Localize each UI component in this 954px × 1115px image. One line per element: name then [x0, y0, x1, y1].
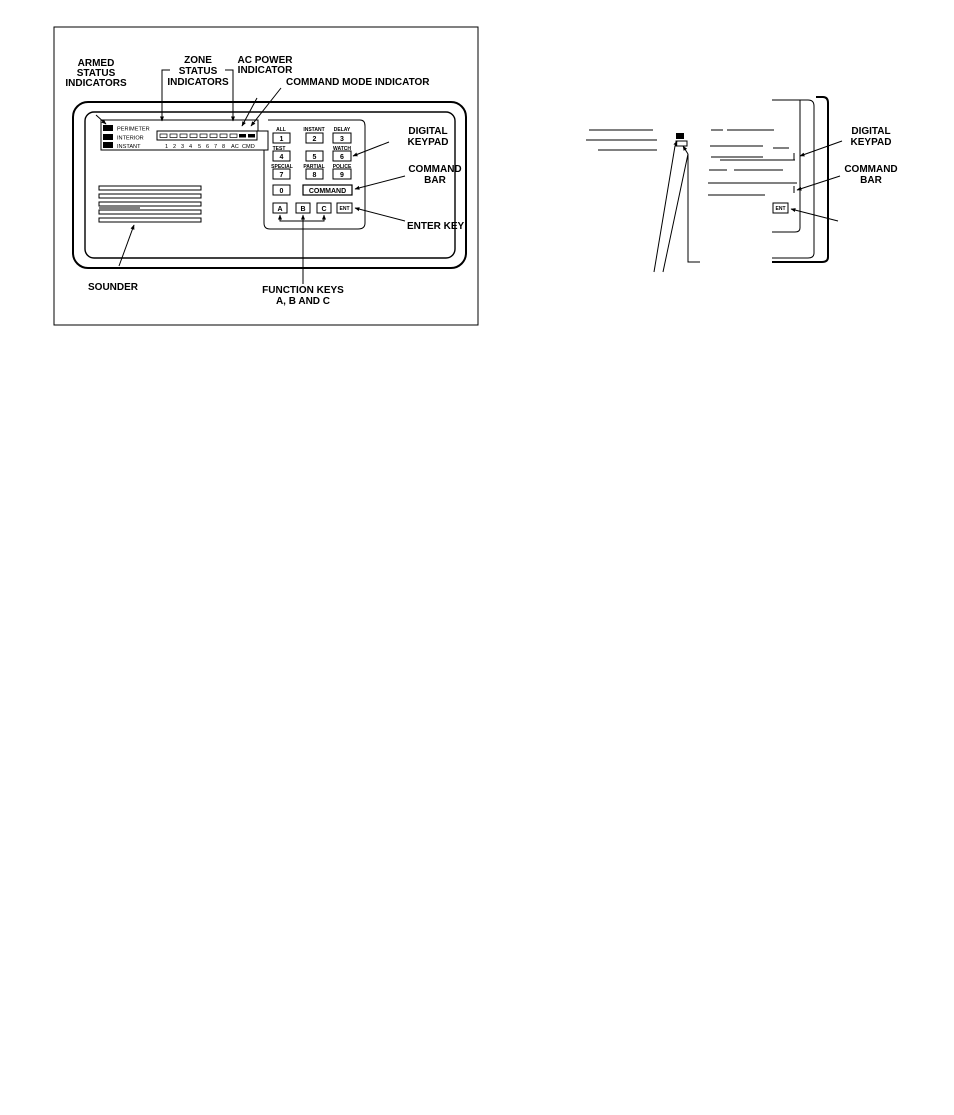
svg-text:INDICATORS: INDICATORS — [65, 78, 127, 89]
instant-led — [103, 142, 113, 148]
svg-text:CMD: CMD — [242, 144, 255, 150]
svg-text:ZONE: ZONE — [184, 55, 212, 66]
svg-text:DIGITAL: DIGITAL — [408, 126, 448, 137]
svg-text:PARTIAL: PARTIAL — [303, 164, 325, 170]
svg-text:6: 6 — [340, 154, 344, 161]
svg-text:KEYPAD: KEYPAD — [850, 137, 892, 148]
svg-text:4: 4 — [279, 154, 284, 161]
svg-text:TEST: TEST — [272, 146, 286, 152]
svg-text:POLICE: POLICE — [332, 164, 352, 170]
svg-text:2: 2 — [173, 144, 177, 150]
perimeter-led — [103, 125, 113, 131]
sounder-grill — [99, 186, 201, 222]
svg-text:WATCH: WATCH — [333, 146, 351, 152]
svg-text:INDICATOR: INDICATOR — [237, 65, 293, 76]
svg-text:COMMAND: COMMAND — [844, 164, 898, 175]
status-row-interior: INTERIOR — [117, 135, 144, 142]
svg-text:ENT: ENT — [775, 206, 786, 212]
svg-text:C: C — [321, 206, 327, 213]
svg-text:A: A — [277, 206, 283, 213]
leader-lines — [96, 70, 405, 266]
zone-indicator-cells — [160, 134, 255, 138]
svg-text:1: 1 — [279, 136, 284, 143]
svg-text:COMMAND: COMMAND — [408, 164, 462, 175]
svg-text:ALL: ALL — [276, 127, 286, 133]
status-row-perimeter: PERIMETER — [117, 126, 150, 133]
svg-text:AC POWER: AC POWER — [237, 55, 293, 66]
keypad-inner-body — [85, 112, 455, 258]
svg-text:INDICATORS: INDICATORS — [167, 77, 229, 88]
svg-text:KEYPAD: KEYPAD — [407, 137, 449, 148]
svg-text:BAR: BAR — [424, 175, 446, 186]
callout-ac-power — [238, 55, 294, 76]
svg-text:SPECIAL: SPECIAL — [271, 164, 293, 170]
svg-text:5: 5 — [312, 154, 317, 161]
svg-text:1: 1 — [165, 144, 169, 150]
svg-text:STATUS: STATUS — [178, 66, 218, 77]
svg-text:2: 2 — [312, 136, 317, 143]
callout-enter-key: ENTER KEY — [407, 221, 465, 232]
function-keys-bracket — [280, 215, 324, 284]
callout-digital-keypad — [408, 126, 449, 148]
svg-text:3: 3 — [340, 136, 344, 143]
command-bar-label: COMMAND — [308, 188, 347, 195]
svg-text:DELAY: DELAY — [333, 127, 351, 133]
callout-command-mode: COMMAND MODE INDICATOR — [286, 77, 430, 88]
svg-text:ENT: ENT — [339, 206, 350, 212]
svg-text:6: 6 — [206, 144, 210, 150]
callout-command-bar — [408, 164, 461, 186]
svg-text:BAR: BAR — [860, 175, 882, 186]
svg-text:7: 7 — [214, 144, 218, 150]
svg-text:4: 4 — [189, 144, 193, 150]
svg-text:3: 3 — [181, 144, 185, 150]
svg-text:8: 8 — [312, 172, 317, 179]
svg-text:INSTANT: INSTANT — [303, 127, 325, 133]
svg-text:A, B AND C: A, B AND C — [275, 296, 331, 307]
zone-numbers — [165, 144, 255, 150]
svg-text:FUNCTION KEYS: FUNCTION KEYS — [262, 285, 344, 296]
svg-text:9: 9 — [340, 172, 344, 179]
callout-zone-status — [167, 55, 229, 88]
callout-sounder: SOUNDER — [88, 282, 139, 293]
svg-text:DIGITAL: DIGITAL — [851, 126, 891, 137]
callout-armed-status — [65, 58, 127, 89]
interior-led — [103, 134, 113, 140]
svg-text:7: 7 — [279, 172, 284, 179]
callout-function-keys — [262, 285, 344, 307]
svg-text:5: 5 — [198, 144, 202, 150]
right-callout-digital-keypad — [851, 126, 892, 148]
svg-text:8: 8 — [222, 144, 226, 150]
svg-text:0: 0 — [279, 188, 284, 195]
right-callout-command-bar — [844, 164, 897, 186]
svg-text:ARMED: ARMED — [77, 58, 115, 69]
svg-text:B: B — [300, 206, 306, 213]
svg-text:STATUS: STATUS — [76, 68, 116, 79]
status-row-instant: INSTANT — [117, 144, 141, 150]
right-figure-fragment — [586, 97, 842, 272]
svg-text:AC: AC — [231, 144, 239, 150]
